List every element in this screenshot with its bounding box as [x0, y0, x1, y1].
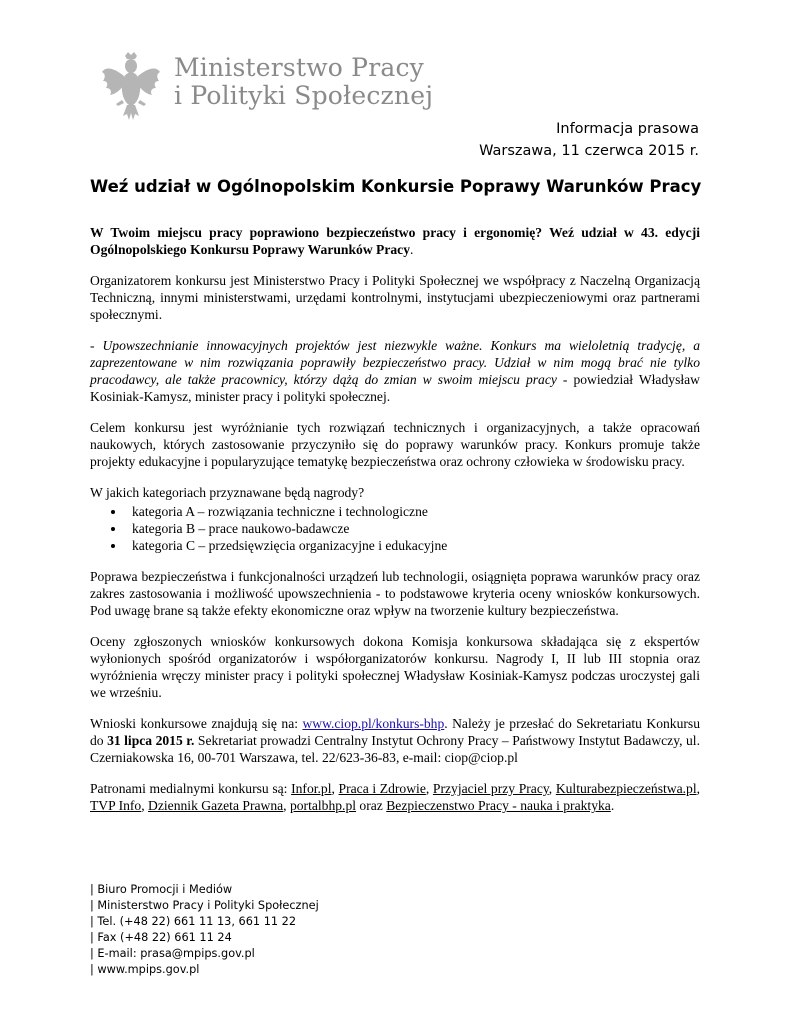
patron-przyjaciel-przy-pracy[interactable]: Przyjaciel przy Pracy: [432, 781, 549, 796]
patrons-end: .: [610, 798, 615, 813]
polish-eagle-emblem-icon: [100, 50, 162, 122]
organizer-paragraph: Organizatorem konkursu jest Ministerstwo Pracy i Polityki Społecznej we współpracy z Naczelną Organizacją Techniczną, innymi ministerstwami, urzędami kontrolnymi, instytucjami ubezpieczeniowymi oraz partnerami społecznymi.: [90, 273, 700, 322]
patron-dziennik-gazeta-prawna[interactable]: Dziennik Gazeta Prawna: [148, 798, 284, 813]
lead-paragraph: [90, 224, 700, 258]
categories-question: W jakich kategoriach przyznawane będą nagrody?: [90, 485, 365, 500]
submission-paragraph: [90, 715, 700, 766]
footer-email: | E-mail: prasa@mpips.gov.pl: [90, 947, 255, 960]
page-title: Weź udział w Ogólnopolskim Konkursie Poprawy Warunków Pracy: [90, 177, 702, 196]
press-label: Informacja prasowa: [556, 121, 699, 137]
patron-tvp-info[interactable]: TVP Info: [90, 798, 142, 813]
quote-paragraph: [90, 337, 700, 405]
konkurs-bhp-link[interactable]: www.ciop.pl/konkurs-bhp: [302, 716, 445, 731]
patron-bezpieczenstwo-pracy[interactable]: Bezpieczenstwo Pracy - nauka i praktyka: [386, 798, 611, 813]
submission-text-1: Wnioski konkursowe znajdują się na:: [90, 716, 303, 731]
footer-ministry: | Ministerstwo Pracy i Polityki Społecznej: [90, 899, 319, 912]
patron-kulturabezpieczenstwa[interactable]: Kulturabezpieczeństwa.pl: [555, 781, 697, 796]
footer-website: | www.mpips.gov.pl: [90, 963, 200, 976]
patron-infor[interactable]: Infor.pl: [291, 781, 332, 796]
list-item: • kategoria B – prace naukowo-badawcze: [126, 520, 700, 537]
footer-office: | Biuro Promocji i Mediów: [90, 883, 233, 896]
quote-text: - Upowszechnianie innowacyjnych projektów jest niezwykle ważne. Konkurs ma wieloletnią tradycję, a zaprezentowane w nim rozwiązania poprawiły bezpieczeństwo pracy. Udział w nim mogą brać nie tylko pracodawcy, ale także pracownicy, którzy dążą do zmian w swoim miejscu pracy: [90, 338, 700, 387]
ministry-name-line2: i Polityki Społecznej: [174, 81, 434, 110]
quote-attribution: - powiedział Władysław Kosiniak-Kamysz, minister pracy i polityki społecznej.: [90, 372, 700, 404]
categories-list: [90, 503, 700, 554]
list-item: • kategoria A – rozwiązania techniczne i technologiczne: [126, 503, 700, 520]
footer-phone: | Tel. (+48 22) 661 11 13, 661 11 22: [90, 915, 297, 928]
press-info: [479, 118, 699, 162]
goal-paragraph: Celem konkursu jest wyróżnianie tych rozwiązań technicznych i organizacyjnych, a także opracowań naukowych, których zastosowanie przyczyniło się do poprawy warunków pracy. Konkurs promuje także projekty edukacyjne i popularyzujące tematykę bezpieczeństwa oraz ochrony człowieka w środowisku pracy.: [90, 420, 700, 469]
patron-praca-i-zdrowie[interactable]: Praca i Zdrowie: [338, 781, 426, 796]
patrons-intro: Patronami medialnymi konkursu są:: [90, 781, 292, 796]
patrons-paragraph: Patronami medialnymi konkursu są: Infor.pl, Praca i Zdrowie, Przyjaciel przy Pracy, Kulturabezpieczeństwa.pl, TVP Info, Dziennik Gazeta Prawna, portalbhp.pl oraz Bezpieczenstwo Pracy - nauka i praktyka.: [90, 781, 701, 813]
lead-end: .: [410, 242, 414, 257]
ministry-name-line1: Ministerstwo Pracy: [174, 53, 424, 82]
deadline: 31 lipca 2015 r.: [107, 733, 195, 748]
submission-text-2: . Należy je przesłać do Sekretariatu Konkursu do: [90, 716, 700, 748]
place-date: Warszawa, 11 czerwca 2015 r.: [479, 143, 699, 159]
contact-footer: [90, 882, 410, 978]
patrons-and: oraz: [356, 798, 387, 813]
footer-fax: | Fax (+48 22) 661 11 24: [90, 931, 232, 944]
list-item: • kategoria C – przedsięwzięcia organizacyjne i edukacyjne: [126, 537, 700, 554]
criteria-paragraph: Poprawa bezpieczeństwa i funkcjonalności urządzeń lub technologii, osiągnięta poprawa warunków pracy oraz zakres zastosowania i możliwość upowszechnienia - to podstawowe kryteria oceny wniosków konkursowych. Pod uwagę brane są także efekty ekonomiczne oraz wpływ na tworzenie kultury bezpieczeństwa.: [90, 569, 700, 618]
ministry-name: [174, 54, 494, 110]
evaluation-paragraph: Oceny zgłoszonych wniosków konkursowych dokona Komisja konkursowa składająca się z ekspertów wyłonionych spośród organizatorów i współorganizatorów konkursu. Nagrody I, II lub III stopnia oraz wyróżnienia wręczy minister pracy i polityki społecznej Władysław Kosiniak-Kamysz podczas uroczystej gali we wrześniu.: [90, 634, 700, 700]
article-body: [90, 224, 700, 828]
lead-text: W Twoim miejscu pracy poprawiono bezpieczeństwo pracy i ergonomię? Weź udział w 43. edycji Ogólnopolskiego Konkursu Poprawy Warunków Pracy: [90, 225, 700, 257]
patron-portalbhp[interactable]: portalbhp.pl: [289, 798, 357, 813]
submission-text-3: Sekretariat prowadzi Centralny Instytut Ochrony Pracy – Państwowy Instytut Badawczy, ul. Czerniakowska 16, 00-701 Warszawa, tel. 22/623-36-83, e-mail: ciop@ciop.pl: [90, 733, 700, 765]
